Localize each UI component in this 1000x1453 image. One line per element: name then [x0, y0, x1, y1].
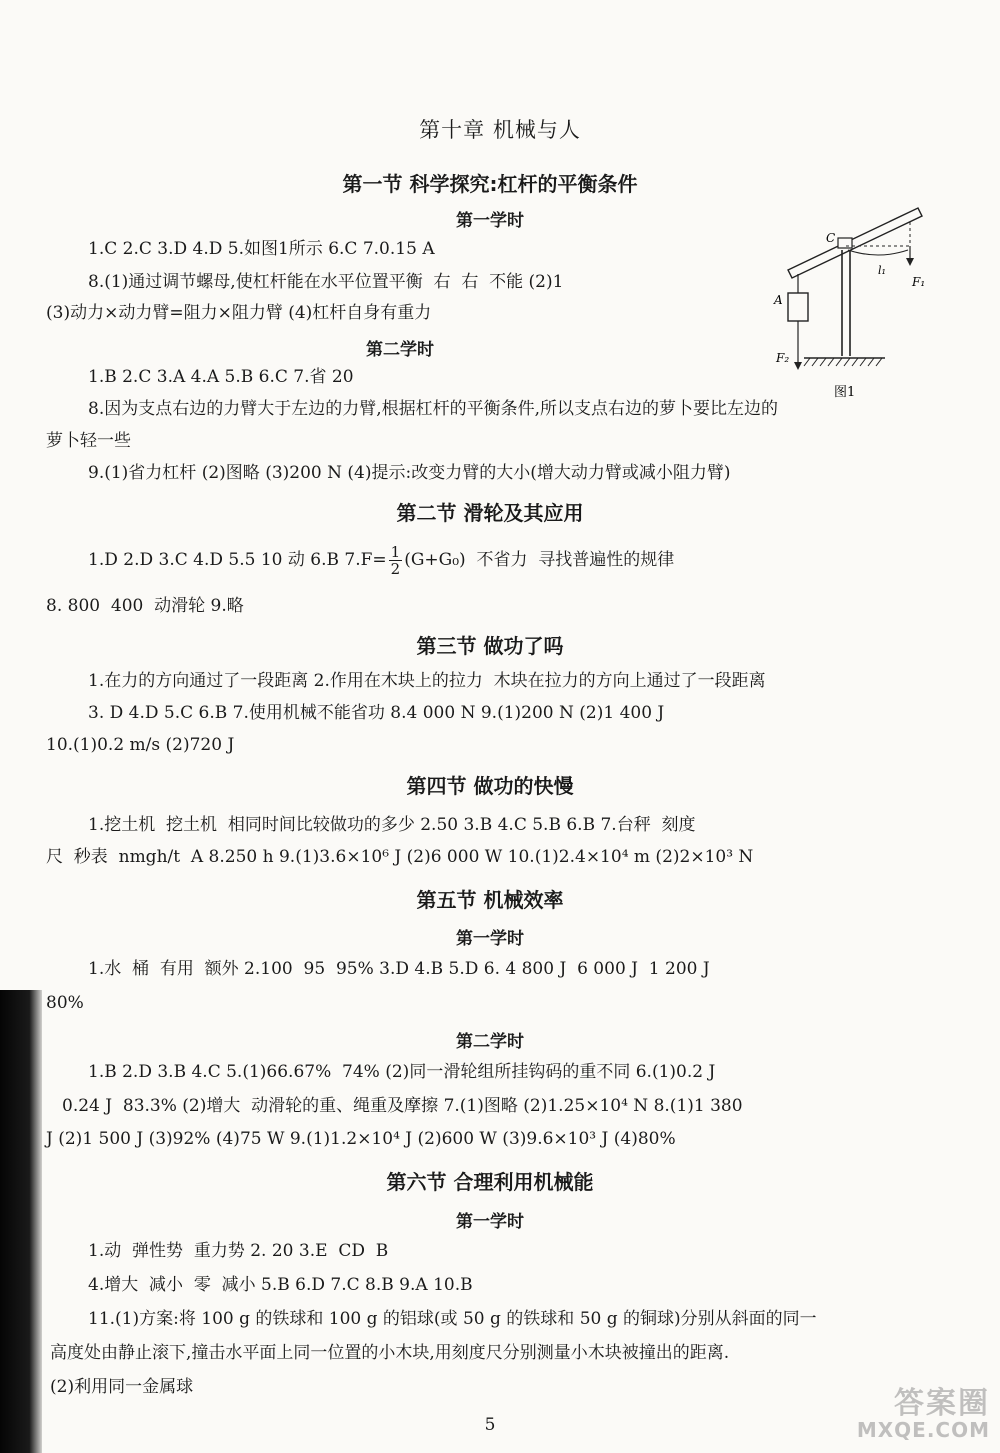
s1-p1-line: (3)动力×动力臂=阻力×阻力臂 (4)杠杆自身有重力 [46, 303, 432, 323]
s5-period-1-title: 第一学时 [456, 929, 524, 949]
figure-caption: 图1 [834, 385, 856, 400]
s3-line: 1.在力的方向通过了一段距离 2.作用在木块上的拉力 木块在拉力的方向上通过了一段距离 [88, 671, 766, 691]
s5-p2-line: J (2)1 500 J (3)92% (4)75 W 9.(1)1.2×10⁴ J (2)600 W (3)9.6×10³ J (4)80% [46, 1129, 676, 1149]
s6-line: (2)利用同一金属球 [50, 1377, 194, 1397]
section-6-title: 第六节 合理利用机械能 [386, 1170, 594, 1194]
s1-period-2-title: 第二学时 [366, 340, 434, 360]
s2-line-1 [88, 540, 674, 580]
section-5-title: 第五节 机械效率 [416, 888, 564, 912]
s4-line: 1.挖土机 挖土机 相同时间比较做功的多少 2.50 3.B 4.C 5.B 6.B 7.台秤 刻度 [88, 815, 696, 835]
s6-line: 11.(1)方案:将 100 g 的铁球和 100 g 的铝球(或 50 g 的铁球和 50 g 的铜球)分别从斜面的同一 [88, 1309, 817, 1329]
s6-line: 1.动 弹性势 重力势 2. 20 3.E CD B [88, 1241, 389, 1261]
s1-period-1-title: 第一学时 [456, 211, 524, 231]
s1-p2-line: 萝卜轻一些 [46, 431, 131, 451]
weight-block [788, 293, 808, 321]
label-f2: F₂ [776, 351, 790, 365]
s5-p1-line: 1.水 桶 有用 额外 2.100 95 95% 3.D 4.B 5.D 6. 4 800 J 6 000 J 1 200 J [88, 959, 710, 979]
section-2-title: 第二节 滑轮及其应用 [396, 501, 584, 525]
s1-p2-line: 1.B 2.C 3.A 4.A 5.B 6.C 7.省 20 [88, 367, 354, 387]
s1-p2-line: 9.(1)省力杠杆 (2)图略 (3)200 N (4)提示:改变力臂的大小(增大动力臂或减小阻力臂) [88, 463, 731, 483]
s6-line: 高度处由静止滚下,撞击水平面上同一位置的小木块,用刻度尺分别测量小木块被撞出的距离. [50, 1343, 730, 1363]
fraction-numerator: 1 [390, 543, 401, 561]
s5-p2-line: 1.B 2.D 3.B 4.C 5.(1)66.67% 74% (2)同一滑轮组所挂钩码的重不同 6.(1)0.2 J [88, 1062, 716, 1082]
lever-diagram [760, 198, 940, 403]
s5-period-2-title: 第二学时 [456, 1032, 524, 1052]
s2-line-1-pre: 1.D 2.D 3.C 4.D 5.5 10 动 6.B 7.F= [88, 550, 387, 570]
s1-p1-line: 1.C 2.C 3.D 4.D 5.如图1所示 6.C 7.0.15 A [88, 239, 435, 259]
label-l1: l₁ [878, 264, 886, 277]
label-a: A [774, 293, 783, 307]
s6-period-1-title: 第一学时 [456, 1212, 524, 1232]
section-3-title: 第三节 做功了吗 [416, 634, 564, 658]
s6-line: 4.增大 减小 零 减小 5.B 6.D 7.C 8.B 9.A 10.B [88, 1275, 473, 1295]
label-c: C [826, 231, 836, 245]
section-4-title: 第四节 做功的快慢 [406, 774, 574, 798]
watermark [800, 1378, 990, 1448]
s1-p2-line: 8.因为支点右边的力臂大于左边的力臂,根据杠杆的平衡条件,所以支点右边的萝卜要比左边的 [88, 399, 779, 419]
s1-p1-line: 8.(1)通过调节螺母,使杠杆能在水平位置平衡 右 右 不能 (2)1 [88, 272, 564, 292]
chapter-title: 第十章 机械与人 [419, 118, 581, 142]
s2-line-2: 8. 800 400 动滑轮 9.略 [46, 596, 244, 616]
lever-figure [760, 198, 940, 403]
binding-shadow [0, 990, 42, 1453]
pivot-block [838, 238, 852, 248]
label-f1: F₁ [912, 275, 926, 289]
page-number: 5 [484, 1415, 496, 1435]
section-1-title: 第一节 科学探究:杠杆的平衡条件 [342, 172, 638, 196]
s4-line: 尺 秒表 nmgh/t A 8.250 h 9.(1)3.6×10⁶ J (2)6 000 W 10.(1)2.4×10⁴ m (2)2×10³ N [46, 847, 754, 867]
s2-line-1-post: (G+G₀) 不省力 寻找普遍性的规律 [404, 550, 675, 570]
s5-p1-line: 80% [46, 993, 84, 1013]
s5-p2-line: 0.24 J 83.3% (2)增大 动滑轮的重、绳重及摩擦 7.(1)图略 (2)1.25×10⁴ N 8.(1)1 380 [62, 1096, 743, 1116]
fraction-denominator: 2 [390, 560, 401, 578]
watermark-logo: 答案圈 [894, 1386, 990, 1421]
watermark-url: MXQE.COM [856, 1418, 990, 1442]
fraction [389, 544, 403, 577]
s3-line: 3. D 4.D 5.C 6.B 7.使用机械不能省功 8.4 000 N 9.(1)200 N (2)1 400 J [88, 703, 665, 723]
s3-line: 10.(1)0.2 m/s (2)720 J [46, 735, 235, 755]
